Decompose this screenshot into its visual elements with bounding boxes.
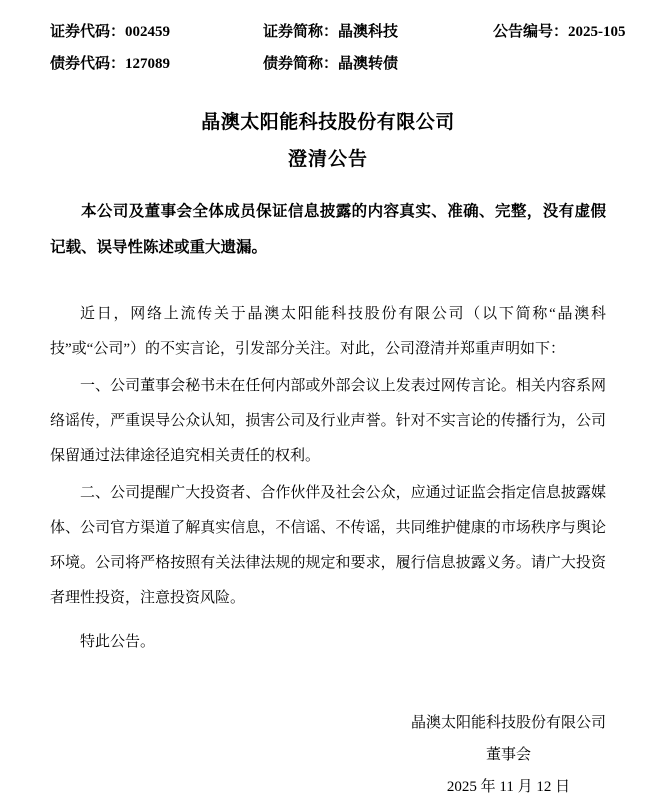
signature-block [411, 707, 606, 803]
announcement-number-label: 公告编号：2025-105 [493, 23, 626, 40]
bond-short-name-label: 债券简称：晶澳转债 [263, 55, 399, 72]
securities-header-row-1 [50, 14, 626, 46]
securities-header-row-2 [50, 46, 606, 78]
signature-date: 2025 年 11 月 12 日 [446, 779, 571, 795]
stock-code-label: 证券代码：002459 [50, 23, 171, 40]
closing-statement: 特此公告。 [80, 634, 156, 650]
announcement-body [50, 297, 606, 616]
signature-company-name: 晶澳太阳能科技股份有限公司 [410, 715, 606, 731]
paragraph-introduction: 近日，网络上流传关于晶澳太阳能科技股份有限公司（以下简称“晶澳科技”或“公司”）的不实言论，引发部分关注。对此，公司澄清并郑重声明如下： [50, 306, 606, 357]
paragraph-item-1: 一、公司董事会秘书未在任何内部或外部会议上发表过网传言论。相关内容系网络谣传，严重误导公众认知，损害公司及行业声誉。针对不实言论的传播行为，公司保留通过法律途径追究相关责任的权利。 [50, 378, 606, 464]
board-guarantee-statement: 本公司及董事会全体成员保证信息披露的内容真实、准确、完整，没有虚假记载、误导性陈述或重大遗漏。 [50, 203, 606, 256]
signature-block-wrapper [50, 707, 606, 803]
company-title: 晶澳太阳能科技股份有限公司 [201, 112, 455, 133]
paragraph-item-2: 二、公司提醒广大投资者、合作伙伴及社会公众，应通过证监会指定信息披露媒体、公司官方渠道了解真实信息，不信谣、不传谣，共同维护健康的市场秩序与舆论环境。公司将严格按照有关法律法规的规定和要求，履行信息披露义务。请广大投资者理性投资，注意投资风险。 [50, 485, 606, 606]
securities-header [50, 14, 626, 78]
announcement-subtitle: 澄清公告 [287, 149, 368, 170]
stock-short-name-label: 证券简称：晶澳科技 [263, 23, 399, 40]
signature-signer: 董事会 [485, 747, 531, 763]
bond-code-label: 债券代码：127089 [50, 55, 171, 72]
